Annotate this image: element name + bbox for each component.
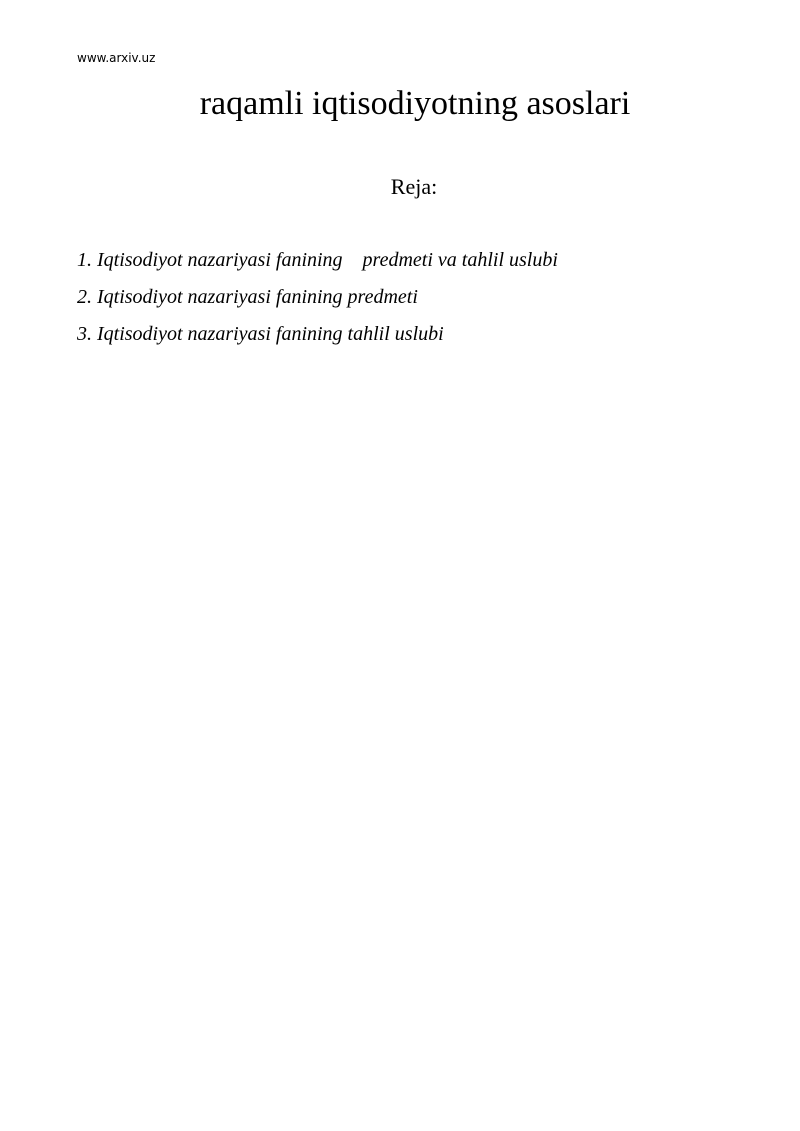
plan-item: 3. Iqtisodiyot nazariyasi fanining tahlil uslubi — [77, 323, 444, 345]
plan-list — [77, 246, 777, 357]
document-title: raqamli iqtisodiyotning asoslari — [199, 85, 631, 122]
site-url-header: www.arxiv.uz — [77, 51, 156, 65]
plan-heading: Reja: — [390, 174, 438, 199]
plan-item: 2. Iqtisodiyot nazariyasi fanining predmeti — [77, 286, 418, 308]
plan-item: 1. Iqtisodiyot nazariyasi fanining predmeti va tahlil uslubi — [77, 249, 558, 271]
